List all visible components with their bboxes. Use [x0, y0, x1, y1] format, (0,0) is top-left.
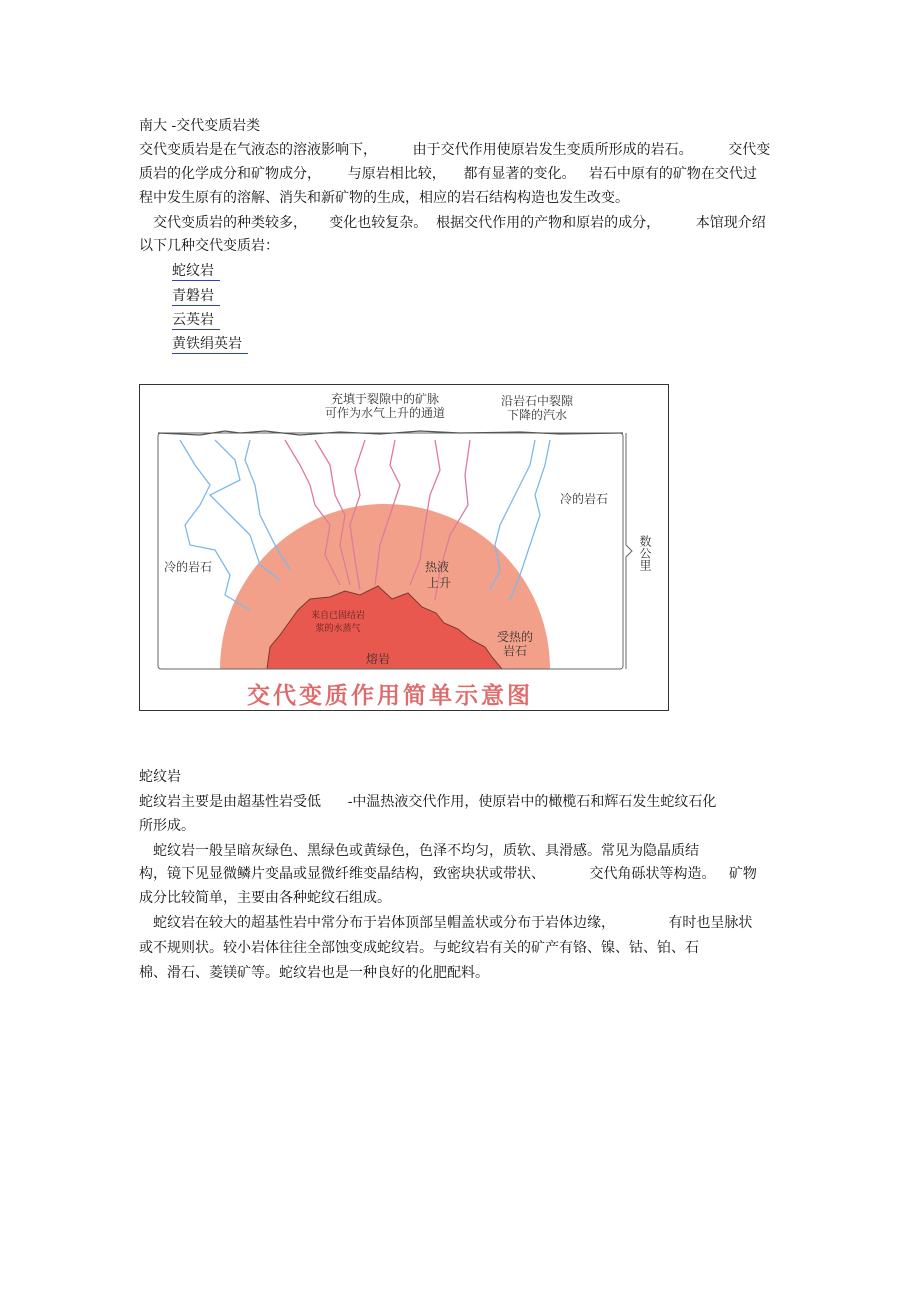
label-depth: 数公里 — [638, 535, 652, 571]
intro-paragraph-line: 交代变质岩是在气液态的溶液影响下， 由于交代作用使原岩发生变质所形成的岩石。 交代变 — [139, 142, 771, 158]
link-serpentinite[interactable]: 蛇纹岩 — [172, 263, 220, 281]
section-paragraph-line: 蛇纹岩在较大的超基性岩中常分布于岩体顶部呈帽盖状或分布于岩体边缘， 有时也呈脉状 — [153, 915, 753, 931]
intro-title: 南大 -交代变质岩类 — [139, 118, 261, 134]
section-paragraph-line: 成分比较简单，主要由各种蛇纹石组成。 — [139, 890, 391, 906]
label-cold-rock-left: 冷的岩石 — [164, 560, 213, 574]
link-greisen[interactable]: 云英岩 — [172, 312, 220, 330]
label-hot-fluid-line1: 热液 — [425, 560, 450, 574]
section-title: 蛇纹岩 — [139, 769, 181, 785]
section-paragraph-line: 所形成。 — [139, 818, 195, 834]
metasomatism-diagram — [139, 384, 669, 711]
section-paragraph-line: 棉、滑石、菱镁矿等。蛇纹岩也是一种良好的化肥配料。 — [139, 965, 489, 981]
link-propylite[interactable]: 青磐岩 — [172, 288, 220, 306]
depth-brace — [626, 433, 632, 669]
label-water-line2: 下降的汽水 — [506, 408, 568, 422]
intro-paragraph-line: 程中发生原有的溶解、消失和新矿物的生成，相应的岩石结构构造也发生改变。 — [139, 190, 629, 206]
label-magma: 熔岩 — [365, 652, 391, 666]
diagram-caption: 交代变质作用简单示意图 — [247, 682, 533, 709]
section-paragraph-line: 构，镜下见显微鳞片变晶或显微纤维变晶结构，致密块状或带状、 交代角砾状等构造。 矿物 — [139, 866, 757, 882]
label-vein-line1: 充填于裂隙中的矿脉 — [330, 392, 440, 406]
intro-paragraph-line: 质岩的化学成分和矿物成分， 与原岩相比较， 都有显著的变化。 岩石中原有的矿物在交代过 — [139, 166, 757, 182]
link-beresite[interactable]: 黄铁绢英岩 — [172, 336, 248, 354]
label-heated-rock-line2: 岩石 — [502, 644, 528, 658]
label-vapor-line1: 来自已固结岩 — [310, 611, 366, 621]
intro-paragraph-line: 以下几种交代变质岩： — [139, 238, 279, 254]
intro-paragraph-line: 交代变质岩的种类较多， 变化也较复杂。 根据交代作用的产物和原岩的成分， 本馆现介绍 — [153, 215, 766, 231]
label-cold-rock-right: 冷的岩石 — [560, 492, 609, 506]
label-hot-fluid-line2: 上升 — [427, 576, 452, 590]
section-paragraph-line: 或不规则状。较小岩体往往全部蚀变成蛇纹岩。与蛇纹岩有关的矿产有铬、镍、钴、铂、石 — [139, 940, 699, 956]
label-heated-rock-line1: 受热的 — [496, 630, 534, 644]
section-paragraph-line: 蛇纹岩一般呈暗灰绿色、黑绿色或黄绿色，色泽不均匀，质软、具滑感。常见为隐晶质结 — [153, 843, 699, 859]
label-water-line1: 沿岩石中裂隙 — [500, 394, 574, 408]
label-vapor-line2: 浆的水蒸气 — [315, 624, 361, 634]
label-vein-line2: 可作为水气上升的通道 — [324, 406, 446, 420]
section-paragraph-line: 蛇纹岩主要是由超基性岩受低 -中温热液交代作用，使原岩中的橄榄石和辉石发生蛇纹石化 — [139, 794, 717, 810]
